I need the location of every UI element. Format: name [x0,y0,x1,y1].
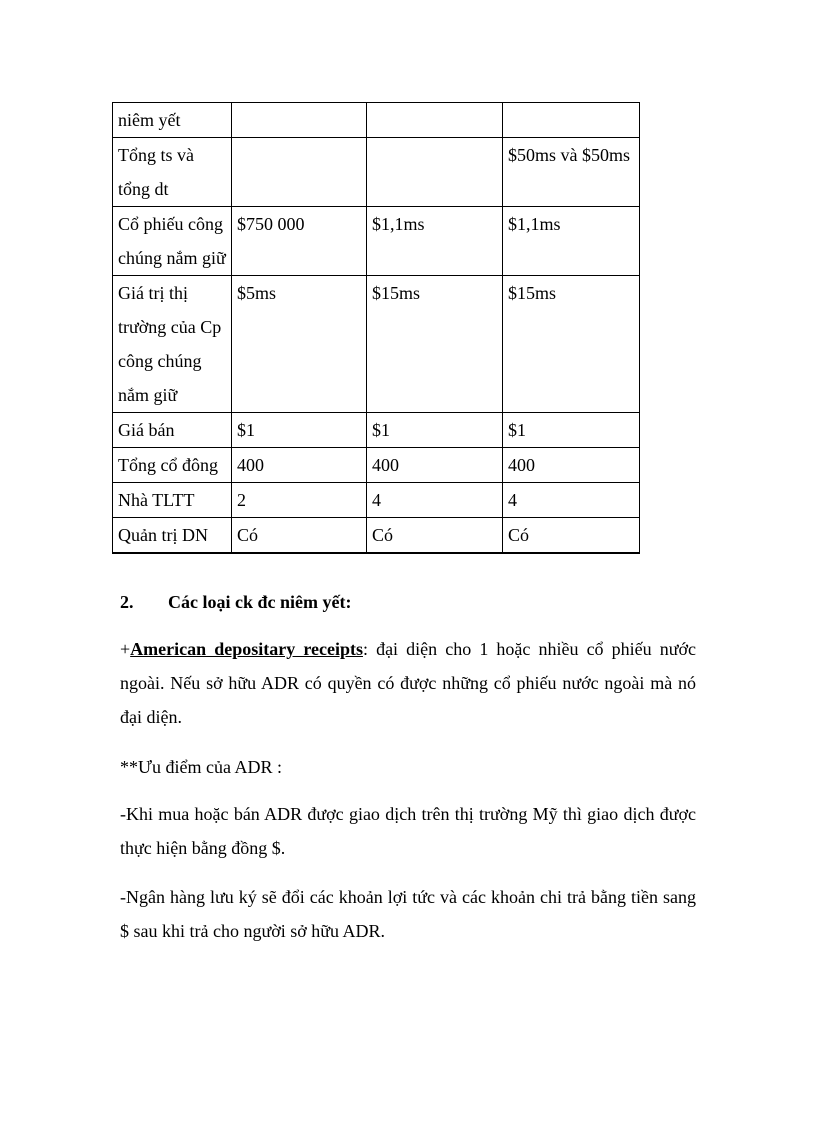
table-cell: 2 [232,483,367,518]
table-cell: 4 [367,483,503,518]
table-cell: $1,1ms [367,207,503,276]
table-cell [113,553,232,554]
table-cell: $750 000 [232,207,367,276]
table-row [113,207,640,276]
table-cell: 4 [503,483,640,518]
adr-prefix: + [120,639,131,659]
section-heading [120,590,351,614]
table-row [113,483,640,518]
table-cell [367,103,503,138]
table-cell: Giá trị thị trường của Cp công chúng nắm giữ [113,276,232,413]
table-cell [367,553,503,554]
section-number: 2. [120,592,134,612]
table-cell [232,138,367,207]
table-cell: Nhà TLTT [113,483,232,518]
table-row [113,553,640,554]
table-cell: Cổ phiếu công chúng nắm giữ [113,207,232,276]
table-cell: Có [367,518,503,553]
table-cell: $1 [503,413,640,448]
table-cell [232,553,367,554]
table-cell [503,103,640,138]
table-cell: 400 [367,448,503,483]
table-cell: Quản trị DN [113,518,232,553]
table-row [113,518,640,553]
table-cell: Tổng ts và tổng dt [113,138,232,207]
table-row [113,448,640,483]
table-cell: $5ms [232,276,367,413]
adr-term: American depositary receipts [130,639,363,659]
listing-criteria-table [112,102,640,554]
table-cell: $1,1ms [503,207,640,276]
table-cell: Có [232,518,367,553]
table-cell: Có [503,518,640,553]
table-cell: $50ms và $50ms [503,138,640,207]
table-cell: niêm yết [113,103,232,138]
table-cell: $15ms [367,276,503,413]
table-cell: $1 [367,413,503,448]
table-cell [503,553,640,554]
adr-definition: : đại diện cho 1 hoặc nhiều cổ phiếu nước ngoài. Nếu sở hữu ADR có quyền có được những cổ phiếu nước ngoài mà nó đại diện. [120,639,696,727]
table-cell: 400 [503,448,640,483]
table-cell: Giá bán [113,413,232,448]
table-cell: Tổng cổ đông [113,448,232,483]
section-title: Các loại ck đc niêm yết: [168,592,352,612]
adr-definition-paragraph [120,632,696,734]
table-row [113,138,640,207]
table-cell [367,138,503,207]
advantage-1-paragraph: -Khi mua hoặc bán ADR được giao dịch trên thị trường Mỹ thì giao dịch được thực hiện bằng đồng $. [120,804,696,858]
table-cell [232,103,367,138]
table-cell: 400 [232,448,367,483]
table-cell: $15ms [503,276,640,413]
table-cell: $1 [232,413,367,448]
advantages-heading: **Ưu điểm của ADR : [120,757,282,777]
table-row [113,103,640,138]
table-row [113,413,640,448]
advantage-2-paragraph: -Ngân hàng lưu ký sẽ đổi các khoản lợi tức và các khoản chi trả bằng tiền sang $ sau khi trả cho người sở hữu ADR. [120,887,696,941]
table-row [113,276,640,413]
